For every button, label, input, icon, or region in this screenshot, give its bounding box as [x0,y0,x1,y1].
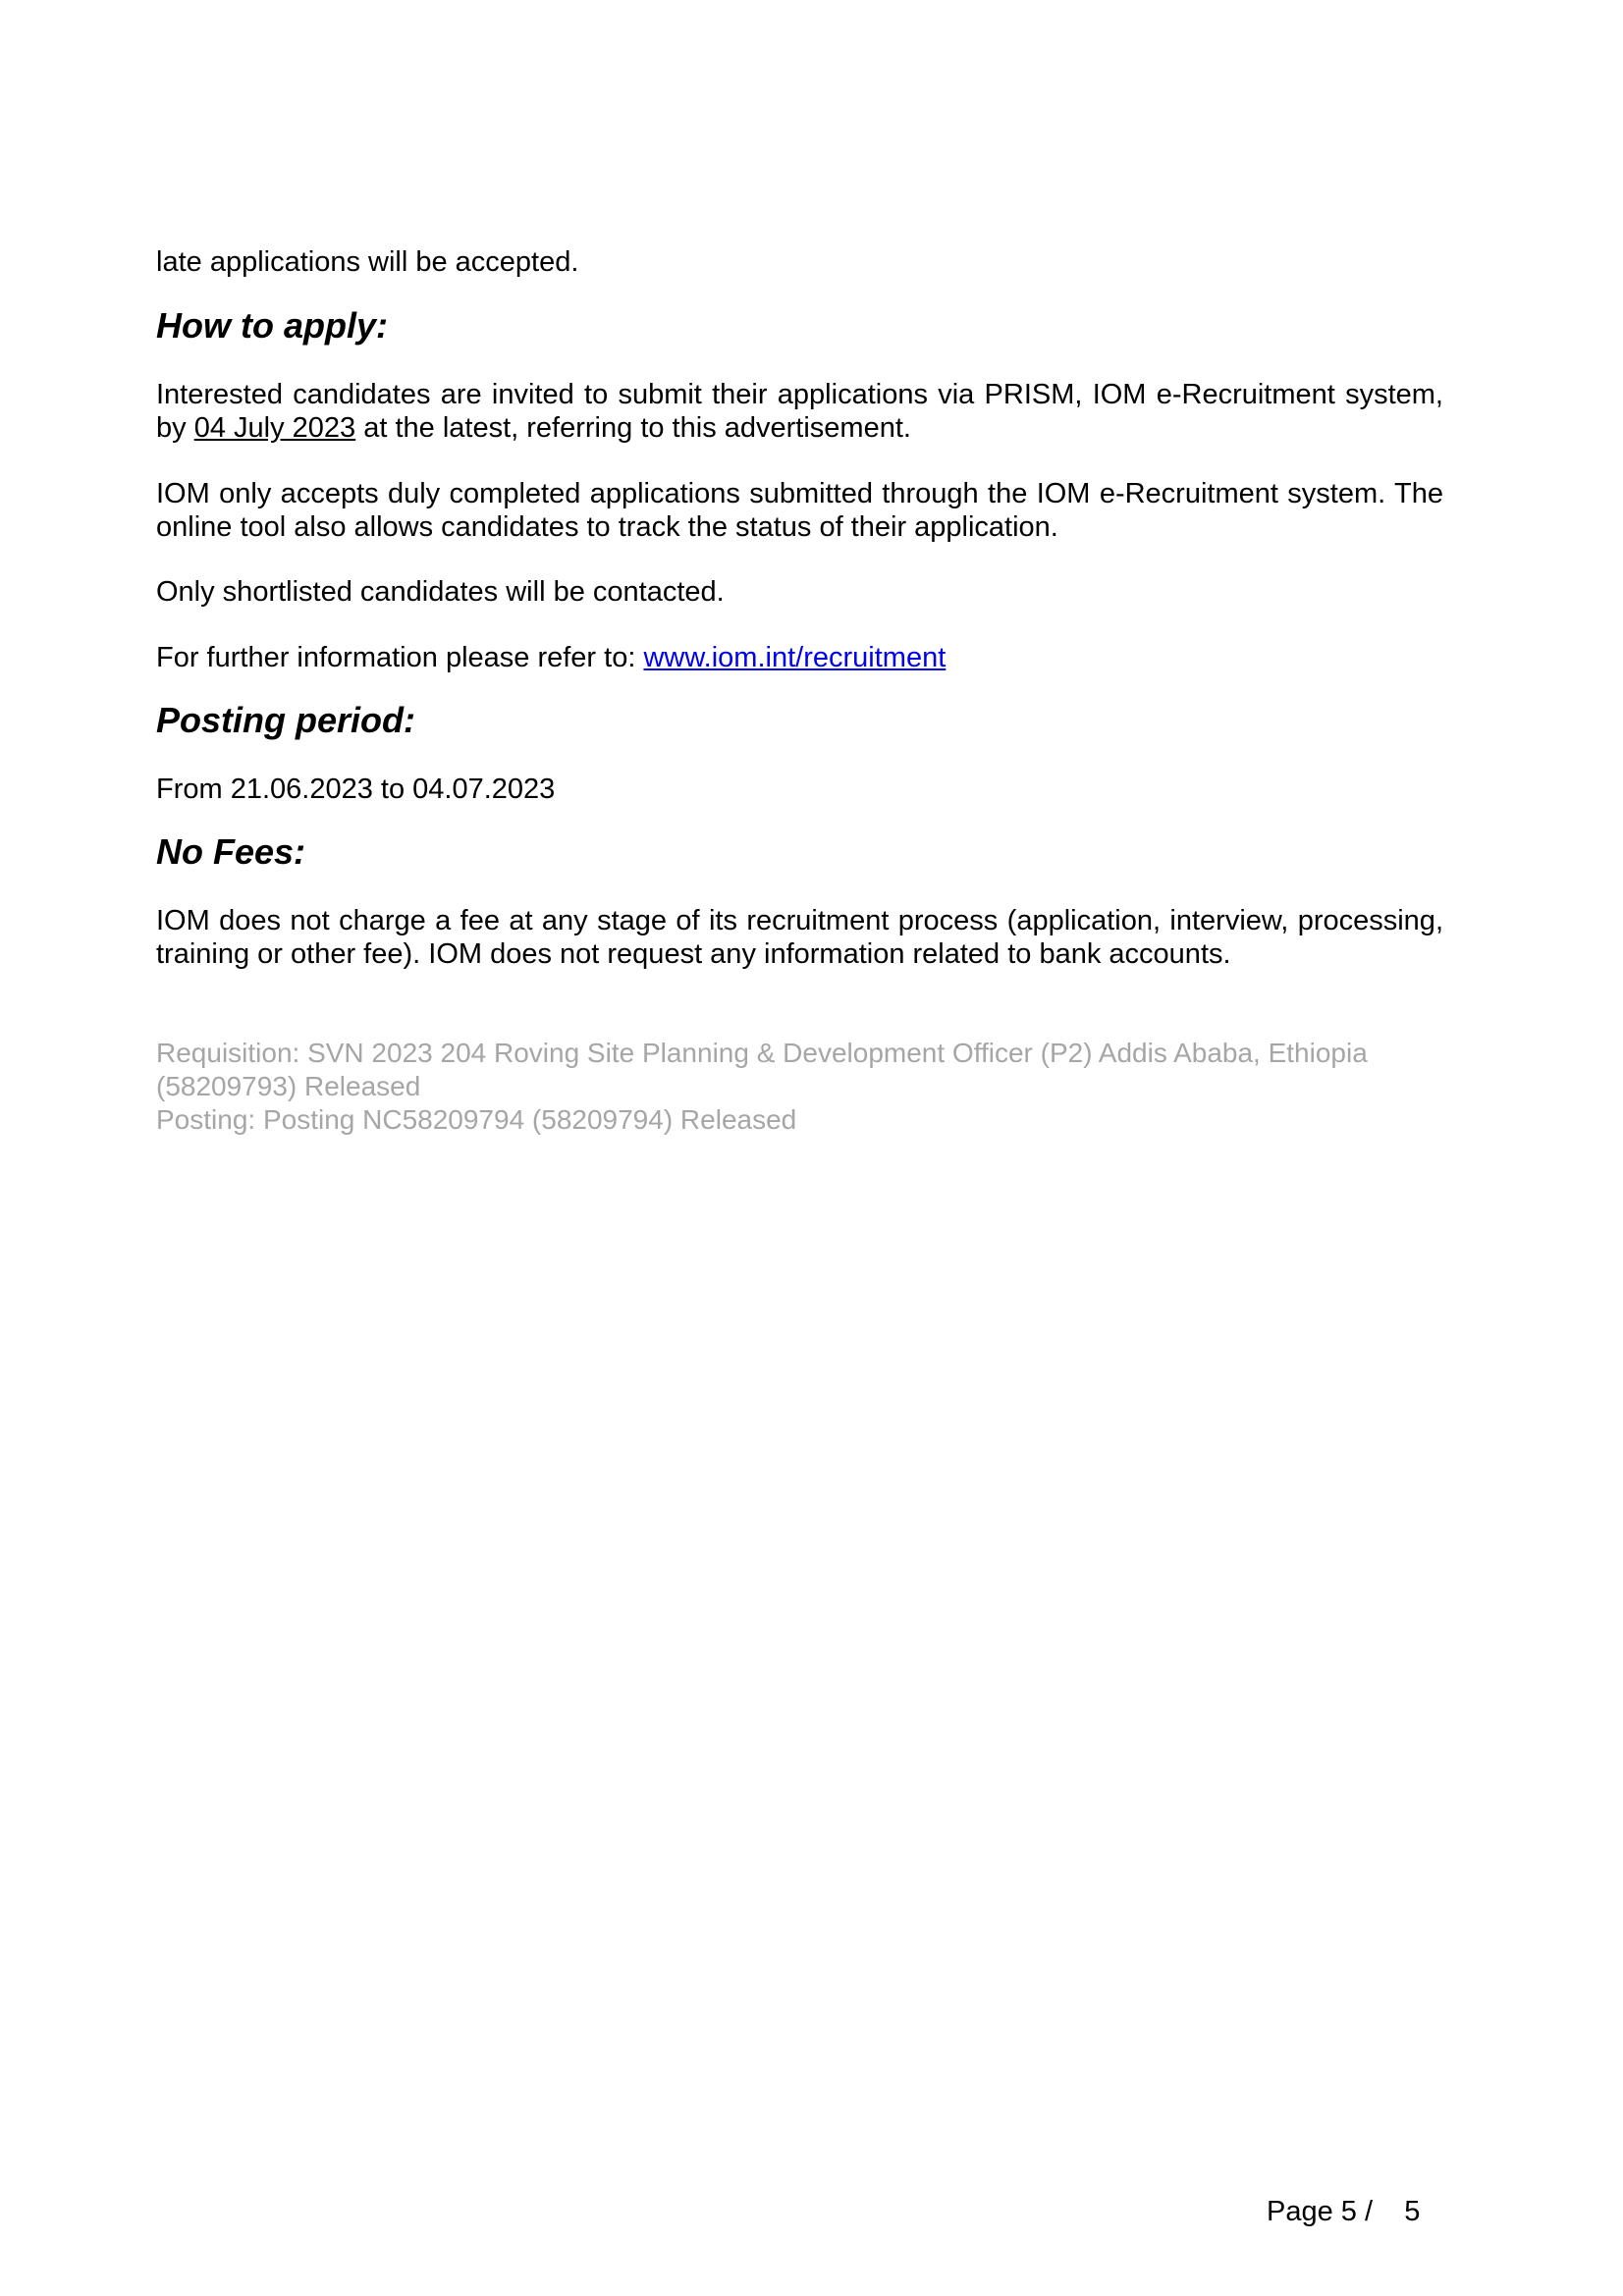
no-fees-heading: No Fees: [156,831,306,872]
deadline-date: 04 July 2023 [193,412,356,444]
apply-text-after-deadline: at the latest, referring to this advertisement. [363,412,911,444]
page-number-footer [1267,2195,1420,2228]
how-to-apply-paragraph-1 [156,378,1443,445]
further-info-label: For further information please refer to: [156,642,636,673]
no-fees-text: IOM does not charge a fee at any stage of its recruitment process (application, interview, processing, training or other fee). IOM does not request any information related to bank accounts. [156,905,1443,970]
shortlist-notice: Only shortlisted candidates will be contacted. [156,576,725,608]
how-to-apply-heading: How to apply: [156,305,388,346]
page-number-total: 5 [1404,2196,1421,2227]
document-page [156,0,1443,2296]
apply-text-before-deadline: Interested candidates are invited to submit their applications via PRISM, IOM e-Recruitment system, by [156,379,1443,444]
intro-tail-text: late applications will be accepted. [156,246,579,278]
posting-info: Posting: Posting NC58209794 (58209794) Released [156,1104,797,1135]
requisition-info: Requisition: SVN 2023 204 Roving Site Planning & Development Officer (P2) Addis Ababa, Ethiopia (58209793) Released [156,1038,1368,1101]
page-number-label: Page 5 / [1267,2196,1374,2227]
how-to-apply-paragraph-2: IOM only accepts duly completed applications submitted through the IOM e-Recruitment system. The online tool also allows candidates to track the status of their application. [156,478,1443,543]
recruitment-link[interactable]: www.iom.int/recruitment [643,642,947,673]
posting-period-text: From 21.06.2023 to 04.07.2023 [156,774,556,805]
posting-period-heading: Posting period: [156,700,415,740]
further-info-paragraph [156,641,1443,674]
